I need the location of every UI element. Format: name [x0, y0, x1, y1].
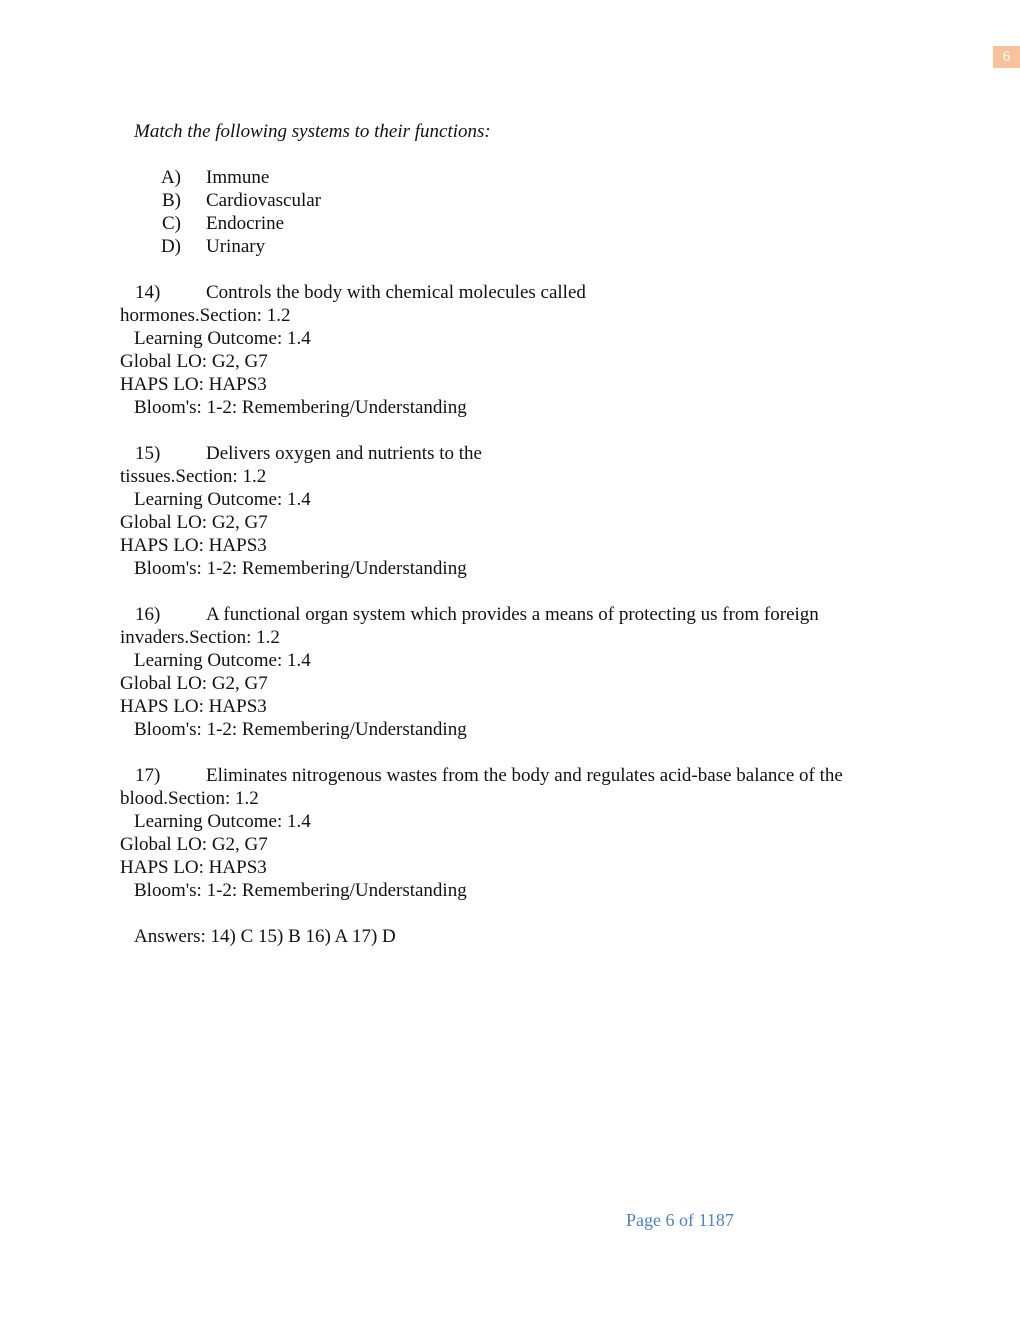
global-lo: Global LO: G2, G7	[120, 673, 268, 694]
answer-key: Answers: 14) C 15) B 16) A 17) D	[134, 926, 396, 947]
haps-lo: HAPS LO: HAPS3	[120, 374, 267, 395]
question-text-continuation: invaders.Section: 1.2	[120, 627, 280, 648]
question-text: Controls the body with chemical molecules called	[206, 282, 586, 303]
page-footer: Page 6 of 1187	[626, 1210, 734, 1230]
blooms-level: Bloom's: 1-2: Remembering/Understanding	[134, 558, 467, 579]
option-letter-c: C)	[162, 213, 181, 234]
question-number: 14)	[135, 282, 161, 303]
option-letter-a: A)	[160, 167, 181, 188]
learning-outcome: Learning Outcome: 1.4	[134, 489, 311, 510]
question-number: 16)	[135, 604, 161, 625]
learning-outcome: Learning Outcome: 1.4	[134, 650, 311, 671]
option-text-a: Immune	[206, 167, 270, 188]
page-number-badge: 6	[993, 46, 1020, 68]
haps-lo: HAPS LO: HAPS3	[120, 535, 267, 556]
option-text-c: Endocrine	[206, 213, 285, 234]
option-text-b: Cardiovascular	[206, 190, 322, 211]
blooms-level: Bloom's: 1-2: Remembering/Understanding	[134, 397, 467, 418]
blooms-level: Bloom's: 1-2: Remembering/Understanding	[134, 880, 467, 901]
question-text: A functional organ system which provides a means of protecting us from foreign	[206, 604, 819, 625]
option-text-d: Urinary	[206, 236, 266, 257]
global-lo: Global LO: G2, G7	[120, 834, 268, 855]
question-number: 17)	[135, 765, 161, 786]
global-lo: Global LO: G2, G7	[120, 512, 268, 533]
option-letter-d: D)	[160, 236, 181, 257]
global-lo: Global LO: G2, G7	[120, 351, 268, 372]
learning-outcome: Learning Outcome: 1.4	[134, 811, 311, 832]
haps-lo: HAPS LO: HAPS3	[120, 696, 267, 717]
question-text: Eliminates nitrogenous wastes from the body and regulates acid-base balance of the	[206, 765, 843, 786]
question-text: Delivers oxygen and nutrients to the	[206, 443, 482, 464]
option-letter-b: B)	[162, 190, 181, 211]
question-text-continuation: hormones.Section: 1.2	[120, 305, 291, 326]
learning-outcome: Learning Outcome: 1.4	[134, 328, 311, 349]
instruction-text: Match the following systems to their functions:	[134, 121, 491, 142]
question-text-continuation: blood.Section: 1.2	[120, 788, 259, 809]
blooms-level: Bloom's: 1-2: Remembering/Understanding	[134, 719, 467, 740]
question-text-continuation: tissues.Section: 1.2	[120, 466, 267, 487]
haps-lo: HAPS LO: HAPS3	[120, 857, 267, 878]
question-number: 15)	[135, 443, 161, 464]
